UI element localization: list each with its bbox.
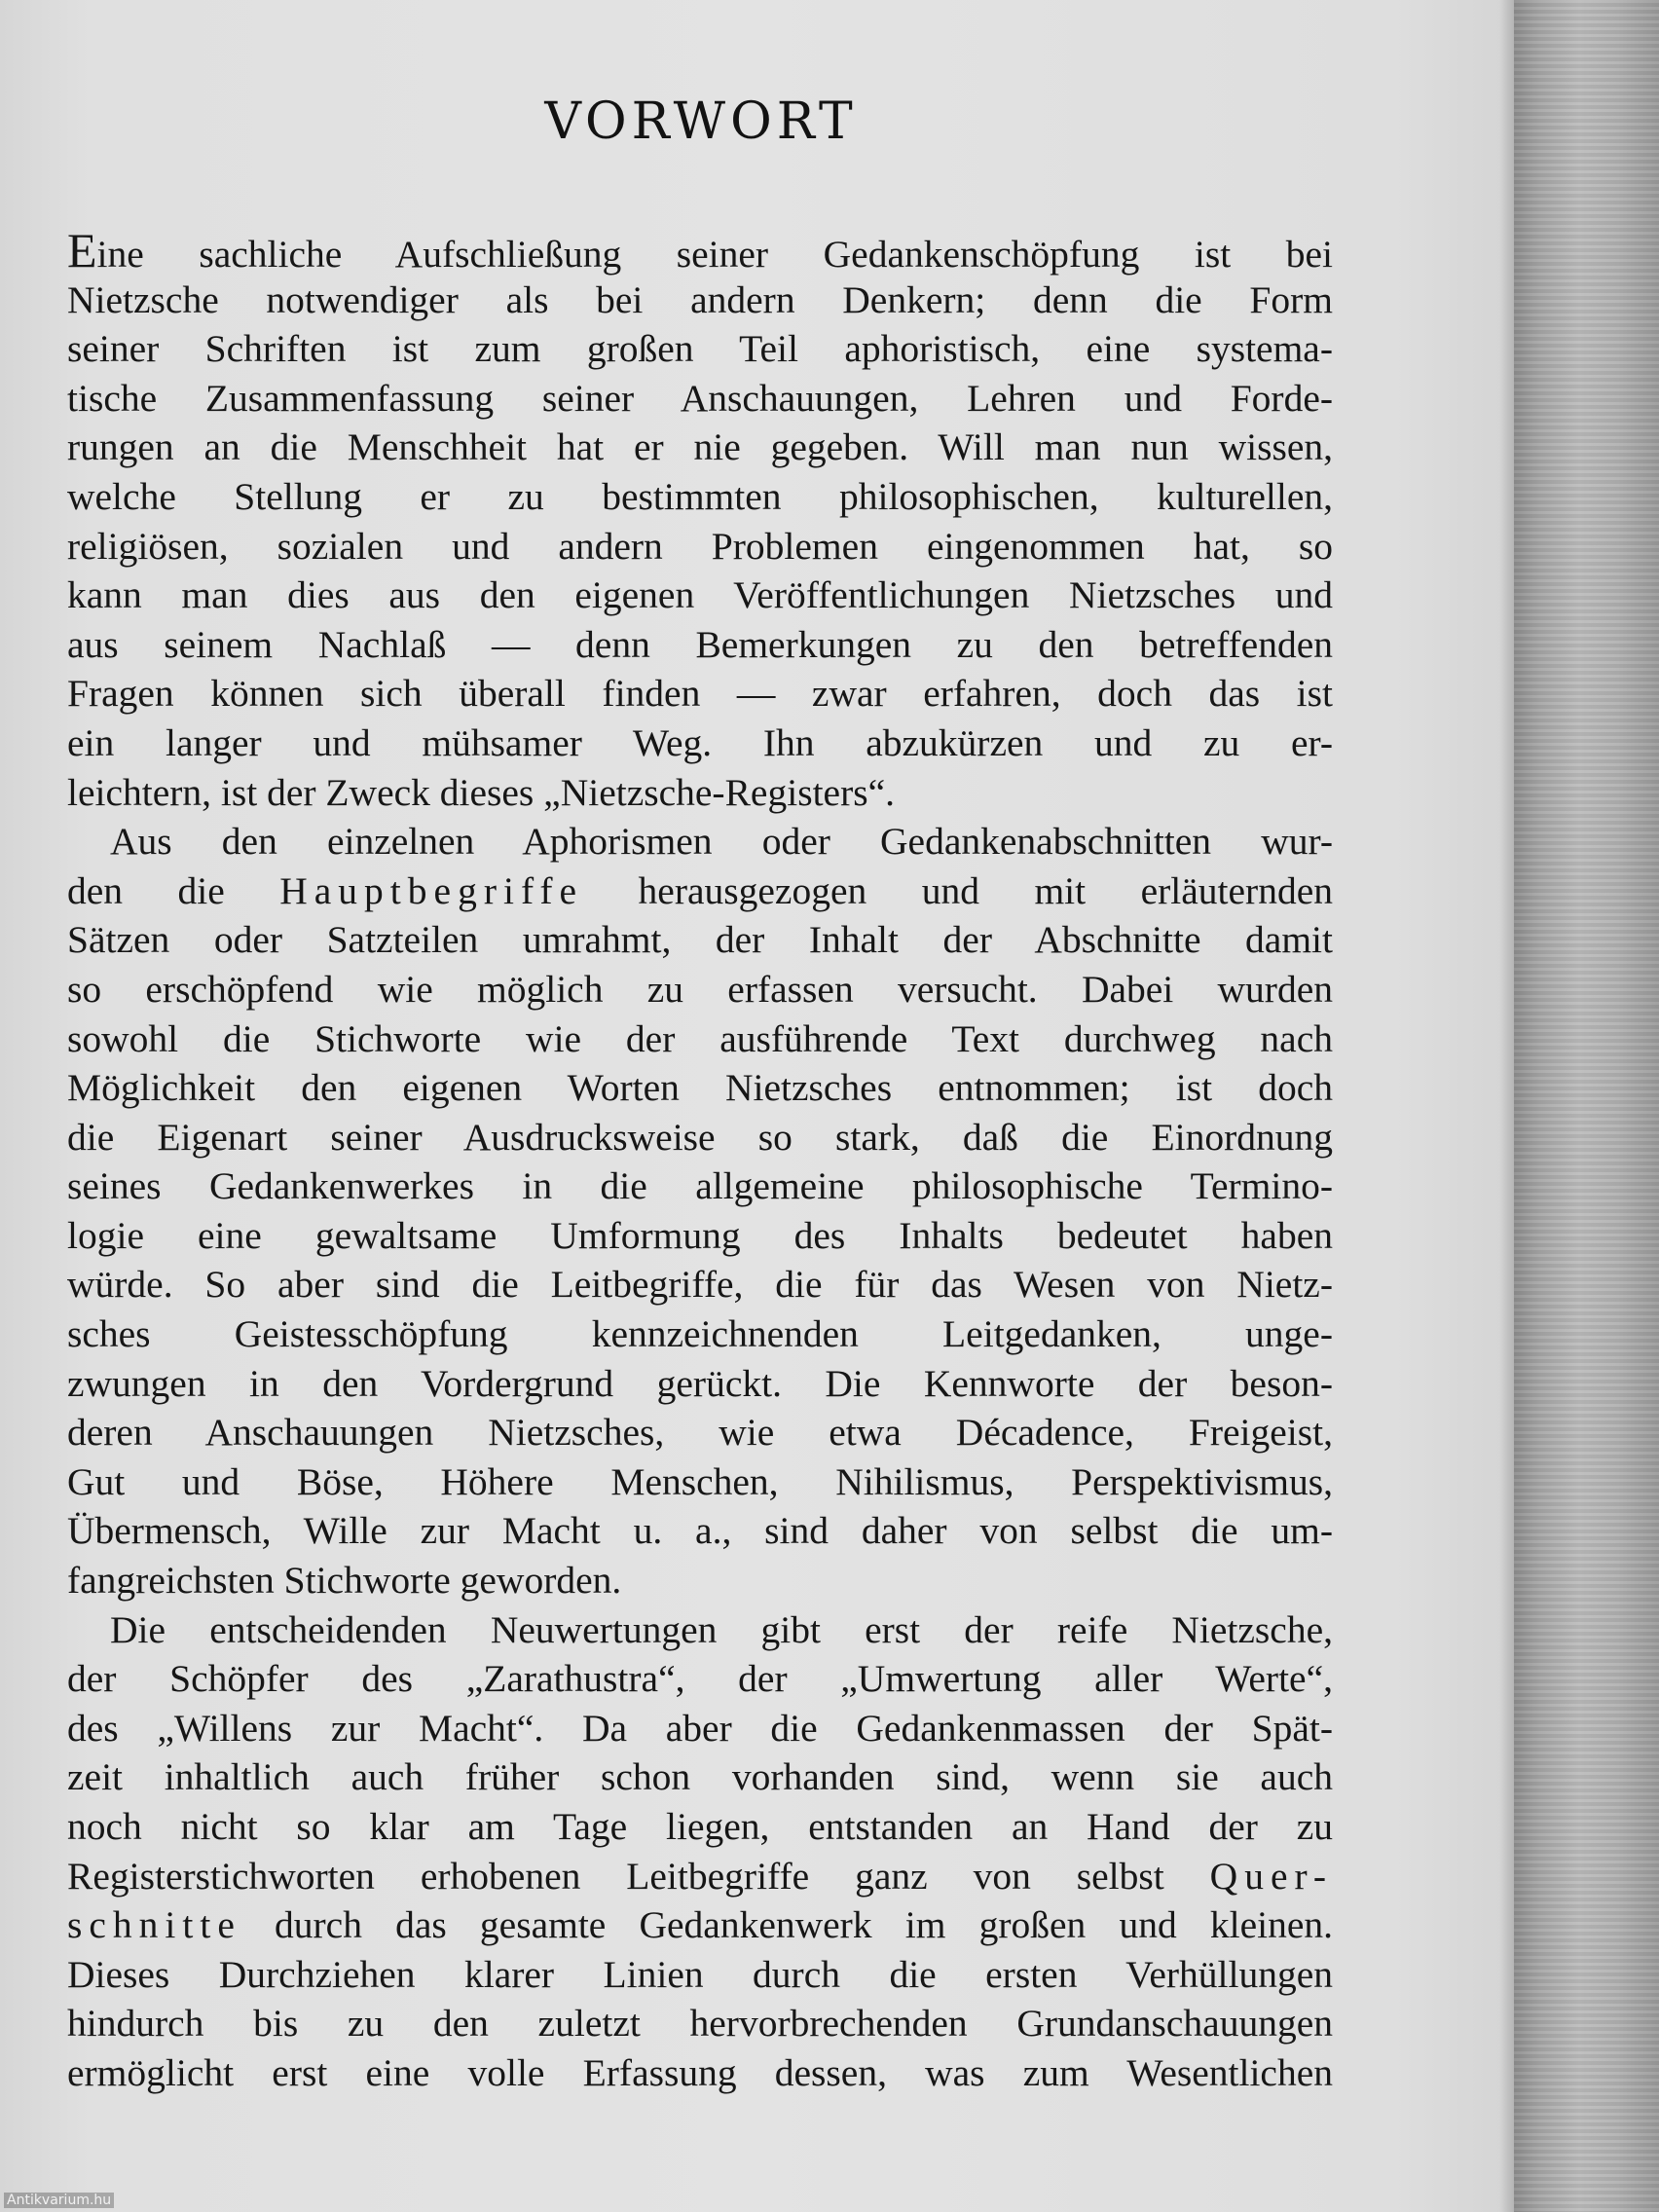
text-line: Übermensch, Wille zur Macht u. a., sind daher von selbst die um- (67, 1509, 1333, 1553)
text-line: seiner Schriften ist zum großen Teil aphoristisch, eine systema- (67, 327, 1333, 371)
text-line: Gut und Böse, Höhere Menschen, Nihilismus, Perspektivismus, (67, 1459, 1333, 1503)
text-line: sches Geistesschöpfung kennzeichnenden Leitgedanken, unge- (67, 1312, 1333, 1356)
emphasized-term: Hauptbegriffe (279, 868, 584, 912)
text-line: Dieses Durchziehen klarer Linien durch die ersten Verhüllungen (67, 1952, 1333, 1996)
page-edge-strip (1514, 0, 1659, 2212)
text-line: ermöglicht erst eine volle Erfassung dessen, was zum Wesentlichen (67, 2050, 1333, 2094)
text-line: rungen an die Menschheit hat er nie gegeben. Will man nun wissen, (67, 425, 1333, 469)
text-line: welche Stellung er zu bestimmten philosophischen, kulturellen, (67, 474, 1333, 518)
drop-cap: E (67, 223, 97, 277)
text-line: hindurch bis zu den zuletzt hervorbrechenden Grundanschauungen (67, 2002, 1333, 2046)
watermark: Antikvarium.hu (4, 2193, 114, 2208)
text-line: Registerstichworten erhobenen Leitbegriffe ganz von selbst Quer- (67, 1854, 1333, 1898)
text-line: aus seinem Nachlaß — denn Bemerkungen zu den betreffenden (67, 622, 1333, 666)
text-line: zwungen in den Vordergrund gerückt. Die Kennworte der beson- (67, 1361, 1333, 1405)
text-line: würde. So aber sind die Leitbegriffe, die für das Wesen von Nietz- (67, 1263, 1333, 1307)
text-line: tische Zusammenfassung seiner Anschauungen, Lehren und Forde- (67, 376, 1333, 420)
text-line: ein langer und mühsamer Weg. Ihn abzukürzen und zu er- (67, 720, 1333, 764)
text-line: noch nicht so klar am Tage liegen, entstanden an Hand der zu (67, 1805, 1333, 1848)
text-line: Fragen können sich überall finden — zwar erfahren, doch das ist (67, 672, 1333, 716)
text-line: der Schöpfer des „Zarathustra“, der „Umwertung aller Werte“, (67, 1657, 1333, 1701)
text-line: Die entscheidenden Neuwertungen gibt erst der reife Nietzsche, (110, 1607, 1333, 1651)
page-title: VORWORT (544, 92, 858, 151)
text-line: deren Anschauungen Nietzsches, wie etwa Décadence, Freigeist, (67, 1411, 1333, 1455)
text-line: fangreichsten Stichworte geworden. (67, 1559, 622, 1603)
text-line: schnitte durch das gesamte Gedankenwerk im großen und kleinen. (67, 1903, 1333, 1947)
text-line: Nietzsche notwendiger als bei andern Denkern; denn die Form (67, 277, 1333, 321)
text-line: kann man dies aus den eigenen Veröffentlichungen Nietzsches und (67, 573, 1333, 617)
text-line: des „Willens zur Macht“. Da aber die Gedankenmassen der Spät- (67, 1706, 1333, 1750)
text-line: so erschöpfend wie möglich zu erfassen versucht. Dabei wurden (67, 967, 1333, 1011)
text-line: religiösen, sozialen und andern Problemen eingenommen hat, so (67, 524, 1333, 568)
text-line: Eine sachliche Aufschließung seiner Gedankenschöpfung ist bei (67, 223, 1333, 277)
emphasized-term: Quer- (1209, 1854, 1333, 1898)
text-line: zeit inhaltlich auch früher schon vorhanden sind, wenn sie auch (67, 1755, 1333, 1799)
text-line: seines Gedankenwerkes in die allgemeine philosophische Termino- (67, 1164, 1333, 1208)
emphasized-term: schnitte (67, 1903, 241, 1947)
text-line: logie eine gewaltsame Umformung des Inhalts bedeutet haben (67, 1213, 1333, 1257)
body-text (67, 223, 1333, 2098)
text-line: leichtern, ist der Zweck dieses „Nietzsche-Registers“. (67, 770, 896, 814)
text-line: die Eigenart seiner Ausdrucksweise so stark, daß die Einordnung (67, 1115, 1333, 1159)
text-line: Aus den einzelnen Aphorismen oder Gedankenabschnitten wur- (110, 820, 1333, 864)
text-line: Möglichkeit den eigenen Worten Nietzsches entnommen; ist doch (67, 1066, 1333, 1110)
text-line: sowohl die Stichworte wie der ausführende Text durchweg nach (67, 1016, 1333, 1060)
text-line: den die Hauptbegriffe herausgezogen und mit erläuternden (67, 868, 1333, 912)
text-line: Sätzen oder Satzteilen umrahmt, der Inhalt der Abschnitte damit (67, 918, 1333, 962)
